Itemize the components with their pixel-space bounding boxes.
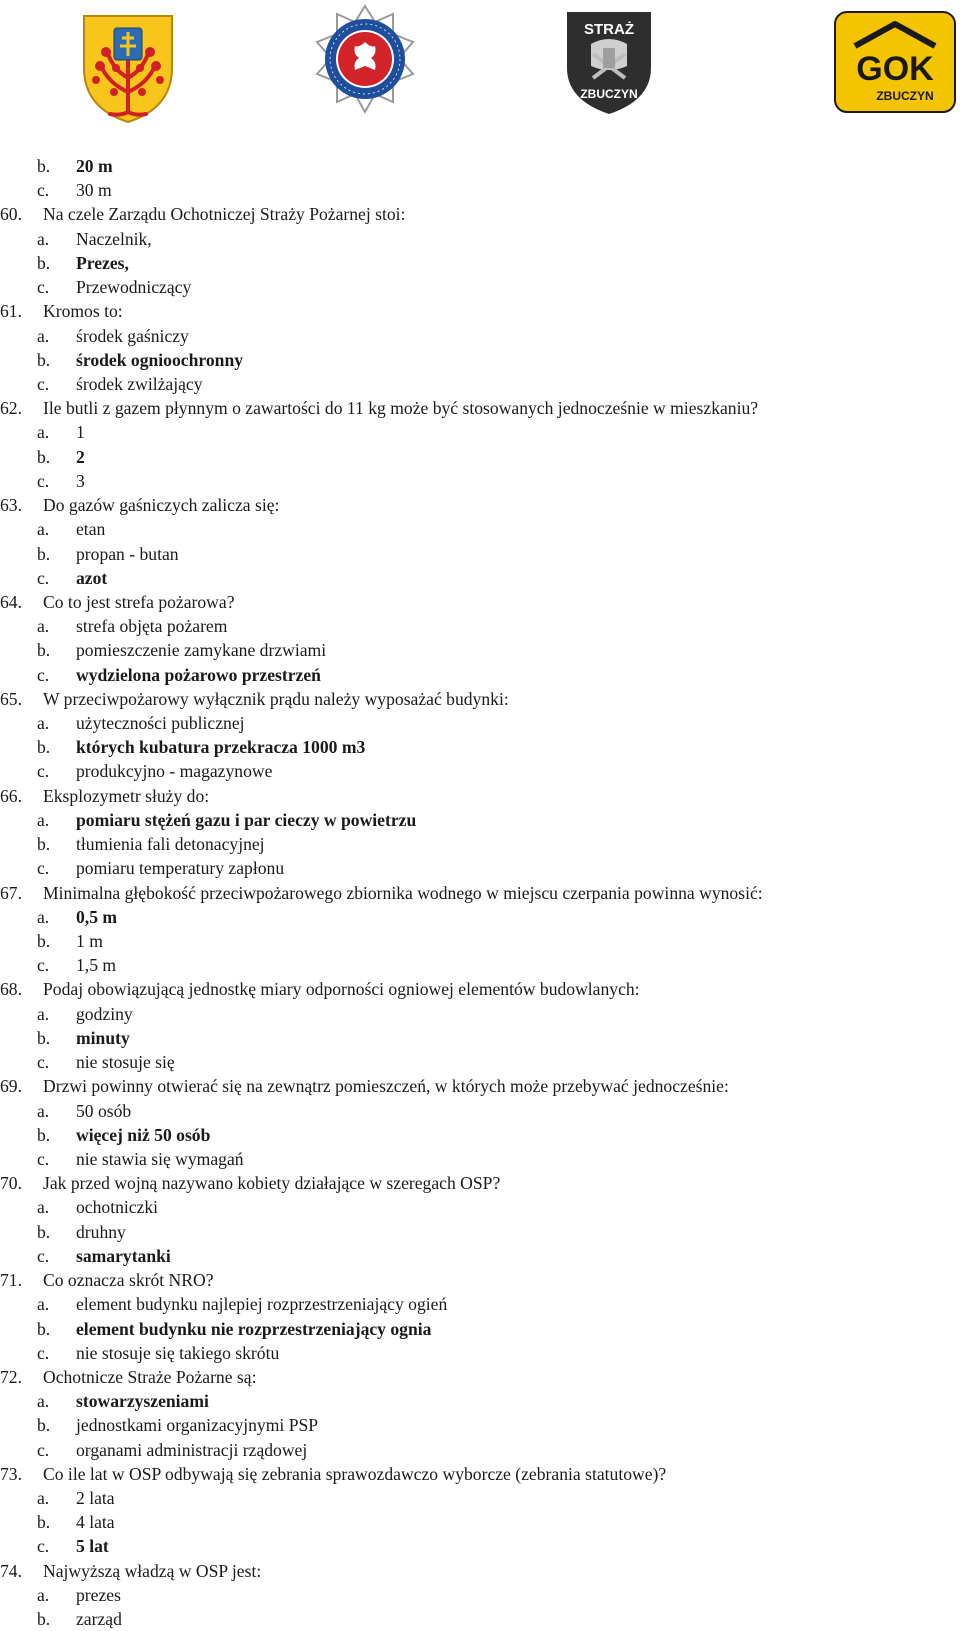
question-number: 66. (0, 785, 22, 806)
option-letter: a. (37, 906, 50, 927)
option-letter: a. (37, 325, 50, 346)
correct-option-text: element budynku nie rozprzestrzeniający ognia (76, 1318, 432, 1339)
option-letter: a. (37, 616, 50, 637)
option-text: środek gaśniczy (76, 325, 189, 346)
option-text: strefa objęta pożarem (76, 616, 228, 637)
option-letter: a. (37, 1488, 50, 1509)
answer-option (0, 275, 960, 299)
question-number: 68. (0, 979, 22, 1000)
question-line (0, 1268, 960, 1292)
question-line (0, 1559, 960, 1583)
question-line (0, 202, 960, 226)
correct-option-text: 2 (76, 446, 85, 467)
option-text: nie stosuje się (76, 1052, 175, 1073)
option-letter: c. (37, 470, 50, 491)
question-line (0, 396, 960, 420)
option-letter: b. (37, 1221, 51, 1242)
answer-option (0, 1244, 960, 1268)
answer-option (0, 1002, 960, 1026)
question-text: Na czele Zarządu Ochotniczej Straży Pożarnej stoi: (43, 204, 406, 225)
gok-zbuczyn-logo (833, 10, 957, 114)
option-letter: a. (37, 809, 50, 830)
question-text: Najwyższą władzą w OSP jest: (43, 1560, 262, 1581)
answer-option (0, 566, 960, 590)
option-letter: c. (37, 1342, 50, 1363)
answer-option (0, 1220, 960, 1244)
option-text: element budynku najlepiej rozprzestrzeniający ogień (76, 1294, 448, 1315)
answer-option (0, 348, 960, 372)
correct-option-text: azot (76, 567, 108, 588)
question-number: 67. (0, 882, 22, 903)
correct-option-text: Prezes, (76, 252, 129, 273)
straz-top-text: STRAŻ (584, 21, 634, 38)
question-line (0, 1462, 960, 1486)
option-text: użyteczności publicznej (76, 713, 245, 734)
option-letter: a. (37, 1197, 50, 1218)
question-line (0, 590, 960, 614)
option-letter: c. (37, 761, 50, 782)
answer-option (0, 1607, 960, 1631)
option-text: tłumienia fali detonacyjnej (76, 834, 265, 855)
option-letter: a. (37, 1100, 50, 1121)
question-line (0, 1171, 960, 1195)
option-letter: a. (37, 422, 50, 443)
question-line (0, 299, 960, 323)
question-text: Kromos to: (43, 301, 123, 322)
answer-option (0, 663, 960, 687)
option-letter: c. (37, 180, 50, 201)
option-text: środek zwilżający (76, 373, 203, 394)
question-text: Minimalna głębokość przeciwpożarowego zbiornika wodnego w miejscu czerpania powinna wynosić: (43, 882, 763, 903)
question-text: Co to jest strefa pożarowa? (43, 591, 235, 612)
answer-option (0, 372, 960, 396)
answer-option (0, 1147, 960, 1171)
answer-option (0, 154, 960, 178)
option-letter: b. (37, 1512, 51, 1533)
option-letter: b. (37, 349, 51, 370)
option-text: produkcyjno - magazynowe (76, 761, 273, 782)
option-text: Naczelnik, (76, 228, 152, 249)
answer-option (0, 1123, 960, 1147)
option-text: zarząd (76, 1609, 122, 1630)
correct-option-text: 20 m (76, 156, 113, 176)
question-text: Podaj obowiązującą jednostkę miary odporności ogniowej elementów budowlanych: (43, 979, 640, 1000)
answer-option (0, 711, 960, 735)
option-text: Przewodniczący (76, 277, 192, 298)
answer-option (0, 1583, 960, 1607)
question-text: Eksplozymetr służy do: (43, 785, 210, 806)
option-letter: b. (37, 931, 51, 951)
question-number: 60. (0, 204, 22, 225)
option-letter: a. (37, 1391, 50, 1412)
question-text: Drzwi powinny otwierać się na zewnątrz pomieszczeń, w których może przebywać jednocześnie: (43, 1076, 729, 1097)
question-number: 69. (0, 1076, 22, 1097)
question-number: 65. (0, 688, 22, 709)
option-letter: b. (37, 1415, 51, 1436)
option-letter: c. (37, 1439, 50, 1460)
question-text: W przeciwpożarowy wyłącznik prądu należy wyposażać budynki: (43, 688, 509, 709)
answer-option (0, 759, 960, 783)
correct-option-text: samarytanki (76, 1245, 171, 1266)
option-text: druhny (76, 1221, 126, 1242)
answer-option (0, 832, 960, 856)
answer-option (0, 1413, 960, 1437)
osp-association-badge-logo (313, 2, 417, 116)
option-letter: c. (37, 955, 50, 976)
answer-option (0, 324, 960, 348)
correct-option-text: których kubatura przekracza 1000 m3 (76, 737, 366, 758)
question-number: 64. (0, 591, 22, 612)
answer-option (0, 1486, 960, 1510)
question-number: 74. (0, 1560, 22, 1581)
question-text: Ile butli z gazem płynnym o zawartości do 11 kg może być stosowanych jednocześnie w mieszkaniu? (43, 398, 759, 419)
option-text: 30 m (76, 180, 112, 201)
answer-option (0, 1317, 960, 1341)
answer-option (0, 1292, 960, 1316)
quiz-document-body (0, 154, 960, 1631)
option-text: 1,5 m (76, 955, 117, 976)
option-letter: b. (37, 252, 51, 273)
option-letter: b. (37, 446, 51, 467)
question-text: Co oznacza skrót NRO? (43, 1270, 214, 1291)
option-letter: b. (37, 1027, 51, 1048)
question-text: Jak przed wojną nazywano kobiety działające w szeregach OSP? (43, 1173, 501, 1194)
correct-option-text: 0,5 m (76, 906, 118, 927)
correct-option-text: stowarzyszeniami (76, 1391, 209, 1412)
answer-option (0, 856, 960, 880)
question-number: 63. (0, 495, 22, 516)
option-text: 1 (76, 422, 85, 443)
option-letter: b. (37, 543, 51, 564)
answer-option (0, 517, 960, 541)
option-letter: b. (37, 834, 51, 855)
answer-option (0, 1099, 960, 1123)
straz-zbuczyn-shield-logo (563, 8, 655, 116)
answer-option (0, 1438, 960, 1462)
gok-subtext: ZBUCZYN (876, 89, 934, 103)
option-letter: b. (37, 1609, 51, 1630)
answer-option (0, 808, 960, 832)
option-text: ochotniczki (76, 1197, 159, 1218)
question-line (0, 784, 960, 808)
question-number: 62. (0, 398, 22, 419)
question-line (0, 1074, 960, 1098)
answer-option (0, 905, 960, 929)
answer-option (0, 1050, 960, 1074)
question-line (0, 881, 960, 905)
answer-option (0, 469, 960, 493)
question-number: 70. (0, 1173, 22, 1194)
option-letter: b. (37, 640, 51, 661)
option-text: 4 lata (76, 1512, 115, 1533)
answer-option (0, 445, 960, 469)
option-letter: a. (37, 1003, 50, 1024)
option-text: pomiaru temperatury zapłonu (76, 858, 285, 879)
option-letter: c. (37, 567, 50, 588)
question-text: Co ile lat w OSP odbywają się zebrania sprawozdawczo wyborcze (zebrania statutowe)? (43, 1463, 667, 1484)
answer-option (0, 953, 960, 977)
option-letter: c. (37, 1536, 50, 1557)
answer-option (0, 1341, 960, 1365)
option-letter: c. (37, 1052, 50, 1073)
option-letter: c. (37, 664, 50, 685)
answer-option (0, 1534, 960, 1558)
option-letter: b. (37, 737, 51, 758)
answer-option (0, 1510, 960, 1534)
correct-option-text: wydzielona pożarowo przestrzeń (76, 664, 321, 685)
option-text: godziny (76, 1003, 133, 1024)
option-text: nie stosuje się takiego skrótu (76, 1342, 280, 1363)
header-logos (0, 0, 960, 130)
option-letter: a. (37, 519, 50, 540)
option-text: jednostkami organizacyjnymi PSP (76, 1415, 319, 1436)
question-line (0, 977, 960, 1001)
option-text: 50 osób (76, 1100, 132, 1121)
option-letter: a. (37, 228, 50, 249)
correct-option-text: 5 lat (76, 1536, 109, 1557)
answer-option (0, 614, 960, 638)
option-letter: b. (37, 156, 51, 176)
option-text: propan - butan (76, 543, 179, 564)
answer-option (0, 929, 960, 953)
answer-option (0, 420, 960, 444)
option-text: organami administracji rządowej (76, 1439, 308, 1460)
answer-option (0, 1389, 960, 1413)
answer-option (0, 638, 960, 662)
correct-option-text: pomiaru stężeń gazu i par cieczy w powietrzu (76, 809, 417, 830)
question-number: 73. (0, 1463, 22, 1484)
question-text: Ochotnicze Straże Pożarne są: (43, 1366, 257, 1387)
answer-option (0, 1026, 960, 1050)
straz-bottom-text: ZBUCZYN (580, 87, 638, 101)
option-letter: a. (37, 1584, 50, 1605)
answer-option (0, 735, 960, 759)
option-letter: b. (37, 1318, 51, 1339)
question-number: 72. (0, 1366, 22, 1387)
option-letter: c. (37, 277, 50, 298)
option-text: prezes (76, 1584, 121, 1605)
zbuczyn-coat-of-arms-logo (80, 12, 176, 124)
option-text: nie stawia się wymagań (76, 1148, 244, 1169)
option-text: 1 m (76, 931, 103, 951)
gok-text: GOK (856, 50, 934, 88)
correct-option-text: środek ognioochronny (76, 349, 244, 370)
question-text: Do gazów gaśniczych zalicza się: (43, 495, 280, 516)
option-text: etan (76, 519, 106, 540)
option-text: 3 (76, 470, 85, 491)
option-letter: a. (37, 1294, 50, 1315)
question-line (0, 687, 960, 711)
question-number: 71. (0, 1270, 22, 1291)
answer-option (0, 542, 960, 566)
correct-option-text: minuty (76, 1027, 130, 1048)
answer-option (0, 178, 960, 202)
option-letter: c. (37, 1148, 50, 1169)
option-letter: c. (37, 373, 50, 394)
question-number: 61. (0, 301, 22, 322)
answer-option (0, 1195, 960, 1219)
question-line (0, 1365, 960, 1389)
option-text: 2 lata (76, 1488, 115, 1509)
option-letter: c. (37, 858, 50, 879)
option-letter: a. (37, 713, 50, 734)
option-letter: b. (37, 1124, 51, 1145)
option-text: pomieszczenie zamykane drzwiami (76, 640, 327, 661)
answer-option (0, 227, 960, 251)
correct-option-text: więcej niż 50 osób (76, 1124, 211, 1145)
option-letter: c. (37, 1245, 50, 1266)
answer-option (0, 251, 960, 275)
question-line (0, 493, 960, 517)
